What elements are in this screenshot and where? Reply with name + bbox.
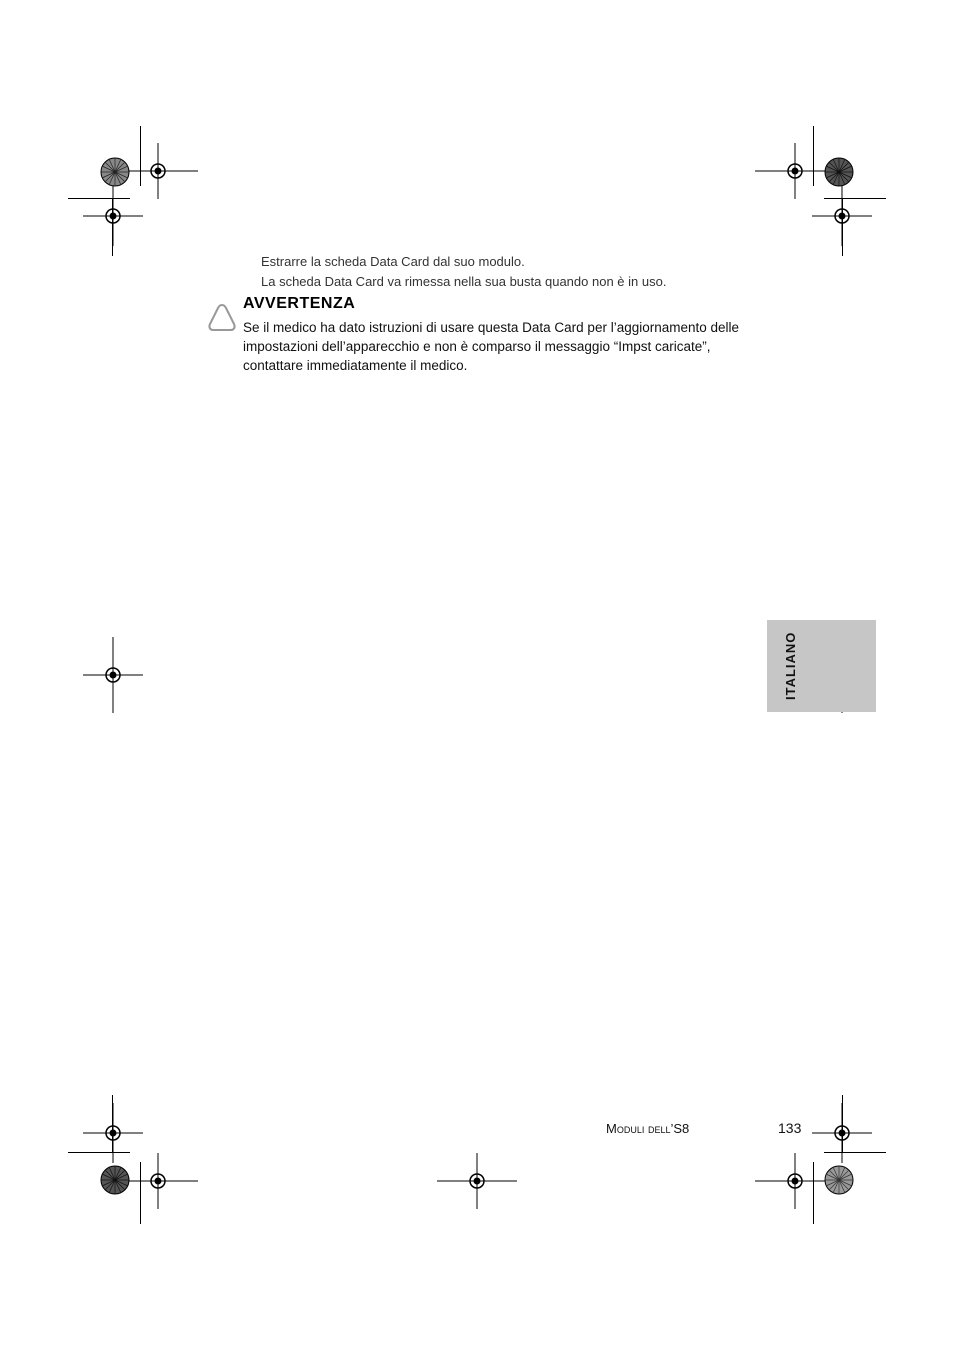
warning-line: contattare immediatamente il medico.: [243, 358, 468, 373]
calibration-wheel-icon: [824, 1165, 854, 1195]
registration-mark-icon: [755, 1141, 835, 1221]
registration-mark-icon: [802, 176, 882, 256]
footer-section-title: Moduli dell’S8: [606, 1121, 690, 1136]
warning-body: [243, 318, 763, 375]
registration-mark-icon: [73, 176, 153, 256]
warning-line: impostazioni dell’apparecchio e non è comparso il messaggio “Impst caricate”,: [243, 339, 711, 354]
step-text: La scheda Data Card va rimessa nella sua busta quando non è in uso.: [261, 274, 667, 289]
warning-line: Se il medico ha dato istruzioni di usare questa Data Card per l’aggiornamento delle: [243, 320, 740, 335]
calibration-wheel-icon: [100, 157, 130, 187]
language-tab-label: ITALIANO: [783, 631, 798, 700]
calibration-wheel-icon: [100, 1165, 130, 1195]
calibration-wheel-icon: [824, 157, 854, 187]
registration-mark-icon: [73, 635, 153, 715]
warning-title: AVVERTENZA: [243, 295, 356, 312]
registration-mark-icon: [437, 1141, 517, 1221]
registration-mark-icon: [118, 1141, 198, 1221]
page-number: 133: [778, 1120, 802, 1136]
warning-triangle-icon: [207, 302, 237, 332]
step-text: Estrarre la scheda Data Card dal suo modulo.: [261, 254, 525, 269]
